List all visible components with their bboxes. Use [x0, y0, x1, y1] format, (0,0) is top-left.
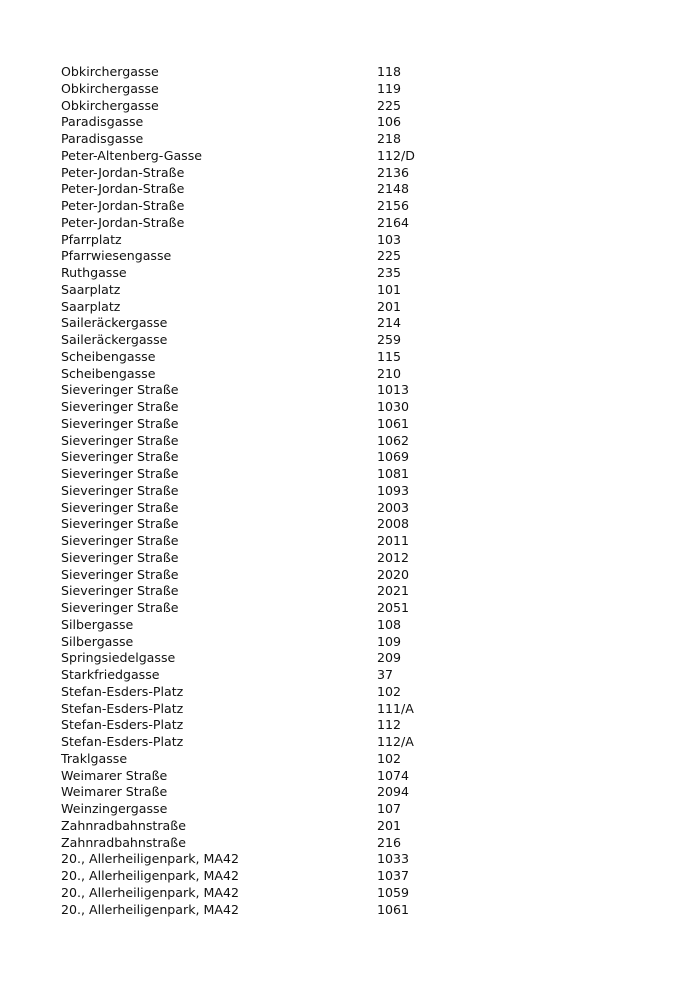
list-item — [61, 315, 661, 332]
house-number: 201 — [377, 298, 402, 314]
house-number: 1061 — [377, 901, 410, 917]
street-name: Paradisgasse — [61, 131, 144, 146]
list-item — [61, 114, 661, 131]
street-name: Stefan-Esders-Platz — [61, 717, 184, 733]
street-name: Sieveringer Straße — [61, 415, 179, 431]
list-item — [61, 248, 661, 265]
list-item — [61, 567, 661, 584]
street-name: Sieveringer Straße — [61, 449, 179, 465]
street-name: Sieveringer Straße — [61, 533, 179, 548]
list-item — [61, 232, 661, 249]
list-item — [61, 902, 661, 919]
house-number: 1081 — [377, 466, 410, 481]
street-name: Peter-Jordan-Straße — [61, 181, 185, 197]
house-number: 1033 — [377, 851, 410, 867]
list-item — [61, 64, 661, 81]
house-number: 2008 — [377, 516, 410, 532]
list-item — [61, 533, 661, 550]
list-item — [61, 215, 661, 232]
house-number: 216 — [377, 834, 402, 850]
street-name: Pfarrplatz — [61, 231, 122, 247]
street-name: Obkirchergasse — [61, 97, 159, 113]
house-number: 115 — [377, 348, 402, 364]
list-item — [61, 701, 661, 718]
house-number: 118 — [377, 64, 402, 79]
list-item — [61, 768, 661, 785]
house-number: 1013 — [377, 382, 410, 398]
list-item — [61, 734, 661, 751]
street-name: Sieveringer Straße — [61, 583, 179, 599]
list-item — [61, 449, 661, 466]
street-name: Stefan-Esders-Platz — [61, 700, 184, 716]
street-name: 20., Allerheiligenpark, MA42 — [61, 868, 239, 883]
address-list — [61, 64, 661, 918]
street-name: Saileräckergasse — [61, 332, 168, 347]
street-name: Zahnradbahnstraße — [61, 817, 186, 833]
street-name: Sieveringer Straße — [61, 566, 179, 582]
house-number: 201 — [377, 817, 402, 833]
street-name: Weinzingergasse — [61, 801, 168, 816]
house-number: 106 — [377, 114, 402, 130]
house-number: 2136 — [377, 164, 410, 180]
list-item — [61, 835, 661, 852]
house-number: 209 — [377, 650, 402, 666]
street-name: Sieveringer Straße — [61, 549, 179, 565]
list-item — [61, 416, 661, 433]
list-item — [61, 634, 661, 651]
list-item — [61, 868, 661, 885]
house-number: 103 — [377, 231, 402, 247]
house-number: 1061 — [377, 415, 410, 431]
house-number: 214 — [377, 315, 402, 331]
list-item — [61, 818, 661, 835]
house-number: 2020 — [377, 566, 410, 582]
street-name: Sieveringer Straße — [61, 482, 179, 498]
house-number: 259 — [377, 332, 402, 347]
house-number: 102 — [377, 683, 402, 699]
list-item — [61, 550, 661, 567]
street-name: Starkfriedgasse — [61, 667, 160, 682]
list-item — [61, 81, 661, 98]
house-number: 1069 — [377, 449, 410, 465]
street-name: Silbergasse — [61, 616, 134, 632]
house-number: 225 — [377, 97, 402, 113]
house-number: 112/A — [377, 734, 414, 749]
house-number: 2021 — [377, 583, 410, 599]
list-item — [61, 617, 661, 634]
list-item — [61, 349, 661, 366]
house-number: 235 — [377, 265, 402, 280]
street-name: Obkirchergasse — [61, 64, 159, 79]
house-number: 1074 — [377, 767, 410, 783]
list-item — [61, 198, 661, 215]
house-number: 1037 — [377, 868, 410, 883]
house-number: 218 — [377, 131, 402, 146]
house-number: 101 — [377, 281, 402, 297]
street-name: Peter-Altenberg-Gasse — [61, 147, 203, 163]
house-number: 112/D — [377, 147, 415, 163]
list-item — [61, 299, 661, 316]
list-item — [61, 583, 661, 600]
street-name: Sieveringer Straße — [61, 516, 179, 532]
house-number: 2012 — [377, 549, 410, 565]
list-item — [61, 650, 661, 667]
list-item — [61, 98, 661, 115]
list-item — [61, 684, 661, 701]
house-number: 1062 — [377, 432, 410, 448]
list-item — [61, 483, 661, 500]
street-name: Springsiedelgasse — [61, 650, 176, 666]
street-name: Weimarer Straße — [61, 784, 168, 800]
street-name: Saarplatz — [61, 298, 121, 314]
list-item — [61, 717, 661, 734]
house-number: 210 — [377, 365, 402, 381]
street-name: 20., Allerheiligenpark, MA42 — [61, 851, 239, 867]
house-number: 1093 — [377, 482, 410, 498]
list-item — [61, 500, 661, 517]
list-item — [61, 667, 661, 684]
street-name: Peter-Jordan-Straße — [61, 214, 185, 230]
list-item — [61, 851, 661, 868]
street-name: Peter-Jordan-Straße — [61, 164, 185, 180]
street-name: Paradisgasse — [61, 114, 144, 130]
list-item — [61, 466, 661, 483]
list-item — [61, 433, 661, 450]
list-item — [61, 366, 661, 383]
street-name: Sieveringer Straße — [61, 399, 179, 414]
house-number: 2094 — [377, 784, 410, 800]
street-name: Peter-Jordan-Straße — [61, 198, 185, 213]
street-name: Scheibengasse — [61, 348, 156, 364]
house-number: 119 — [377, 80, 402, 96]
list-item — [61, 600, 661, 617]
house-number: 2156 — [377, 198, 410, 213]
street-name: Sieveringer Straße — [61, 432, 179, 448]
house-number: 37 — [377, 667, 394, 682]
street-name: Silbergasse — [61, 633, 134, 649]
street-name: Sieveringer Straße — [61, 600, 179, 615]
street-name: Obkirchergasse — [61, 80, 159, 96]
street-name: Ruthgasse — [61, 265, 127, 280]
list-item — [61, 282, 661, 299]
street-name: Pfarrwiesengasse — [61, 248, 172, 264]
list-item — [61, 181, 661, 198]
list-item — [61, 885, 661, 902]
house-number: 109 — [377, 633, 402, 649]
house-number: 111/A — [377, 700, 414, 716]
list-item — [61, 382, 661, 399]
list-item — [61, 332, 661, 349]
house-number: 2148 — [377, 181, 410, 197]
house-number: 2164 — [377, 214, 410, 230]
house-number: 102 — [377, 750, 402, 766]
list-item — [61, 265, 661, 282]
street-name: Stefan-Esders-Platz — [61, 734, 184, 749]
house-number: 2051 — [377, 600, 410, 615]
street-name: Traklgasse — [61, 750, 128, 766]
list-item — [61, 131, 661, 148]
street-name: Saarplatz — [61, 281, 121, 297]
house-number: 1030 — [377, 399, 410, 414]
house-number: 107 — [377, 801, 402, 816]
house-number: 2003 — [377, 499, 410, 515]
street-name: 20., Allerheiligenpark, MA42 — [61, 884, 239, 900]
list-item — [61, 148, 661, 165]
street-name: Weimarer Straße — [61, 767, 168, 783]
street-name: Sieveringer Straße — [61, 382, 179, 398]
house-number: 2011 — [377, 533, 410, 548]
street-name: Scheibengasse — [61, 365, 156, 381]
street-name: Saileräckergasse — [61, 315, 168, 331]
street-name: 20., Allerheiligenpark, MA42 — [61, 901, 239, 917]
street-name: Sieveringer Straße — [61, 466, 179, 481]
street-name: Stefan-Esders-Platz — [61, 683, 184, 699]
street-name: Zahnradbahnstraße — [61, 834, 186, 850]
list-item — [61, 516, 661, 533]
list-item — [61, 399, 661, 416]
list-item — [61, 801, 661, 818]
house-number: 108 — [377, 616, 402, 632]
list-item — [61, 165, 661, 182]
list-item — [61, 751, 661, 768]
list-item — [61, 784, 661, 801]
house-number: 112 — [377, 717, 402, 733]
house-number: 225 — [377, 248, 402, 264]
street-name: Sieveringer Straße — [61, 499, 179, 515]
house-number: 1059 — [377, 884, 410, 900]
